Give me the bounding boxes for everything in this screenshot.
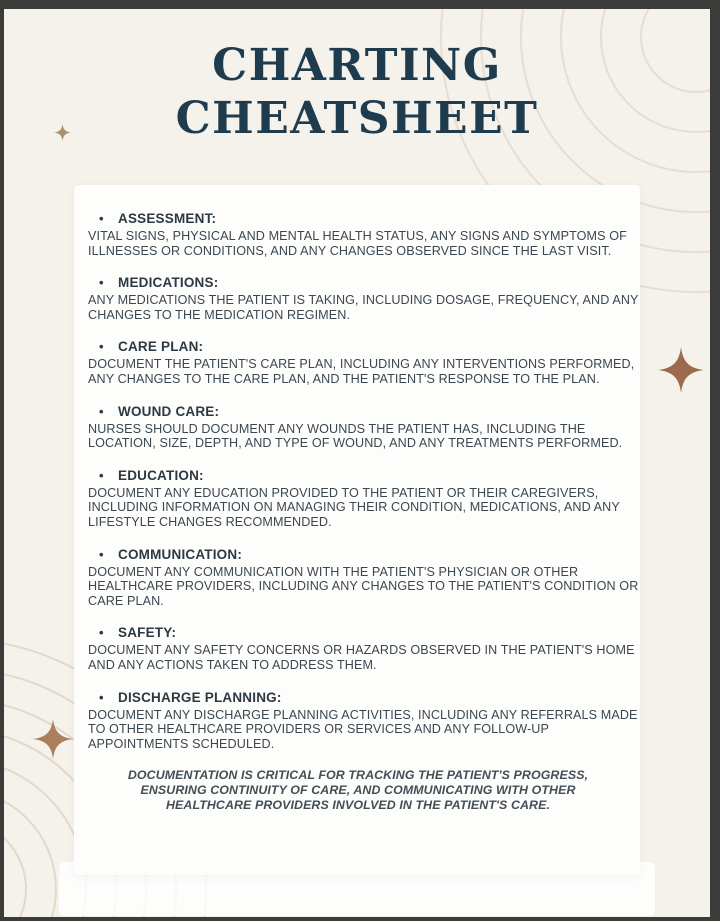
- section-communication: [88, 546, 639, 609]
- section-heading: [88, 339, 628, 355]
- section-heading-label: COMMUNICATION:: [118, 546, 243, 562]
- content-card: [74, 185, 640, 875]
- bullet-icon: •: [99, 689, 104, 705]
- section-heading-label: DISCHARGE PLANNING:: [118, 689, 282, 705]
- section-wound-care: [88, 404, 628, 451]
- bullet-icon: •: [99, 339, 104, 355]
- section-body-text: DOCUMENT THE PATIENT'S CARE PLAN, INCLUDING ANY INTERVENTIONS PERFORMED, ANY CHANGES TO THE CARE PLAN, AND THE PATIENT'S RESPONSE TO THE PLAN.: [88, 357, 635, 386]
- section-heading-label: EDUCATION:: [118, 467, 204, 483]
- section-heading: [88, 547, 628, 563]
- section-safety: [88, 625, 635, 672]
- section-heading: [88, 275, 628, 291]
- section-heading: [88, 211, 628, 227]
- section-heading-label: WOUND CARE:: [118, 403, 220, 419]
- bullet-icon: •: [99, 467, 104, 483]
- section-body-text: NURSES SHOULD DOCUMENT ANY WOUNDS THE PATIENT HAS, INCLUDING THE LOCATION, SIZE, DEPTH, AND TYPE OF WOUND, AND ANY TREATMENTS PERFORMED.: [88, 421, 623, 451]
- section-heading-label: MEDICATIONS:: [118, 275, 219, 291]
- section-body-text: DOCUMENT ANY COMMUNICATION WITH THE PATIENT'S PHYSICIAN OR OTHER HEALTHCARE PROVIDERS, INCLUDING ANY CHANGES TO THE PATIENT'S CONDITION OR CARE PLAN.: [88, 564, 639, 608]
- bullet-icon: •: [99, 403, 104, 419]
- section-heading: [88, 690, 628, 706]
- section-body-text: ANY MEDICATIONS THE PATIENT IS TAKING, INCLUDING DOSAGE, FREQUENCY, AND ANY CHANGES TO THE MEDICATION REGIMEN.: [88, 293, 639, 322]
- section-heading-label: CARE PLAN:: [118, 339, 204, 355]
- section-heading: [88, 404, 628, 420]
- sparkle-icon: [658, 347, 704, 393]
- section-education: [88, 468, 628, 530]
- bullet-icon: •: [99, 275, 104, 291]
- page-title-line2: CHEATSHEET: [175, 93, 539, 144]
- section-assessment: [88, 211, 628, 258]
- section-heading-label: SAFETY:: [118, 625, 177, 641]
- section-care-plan: [88, 339, 635, 386]
- page-title-line1: CHARTING: [212, 40, 502, 91]
- bullet-icon: •: [99, 211, 104, 226]
- footer-note: DOCUMENTATION IS CRITICAL FOR TRACKING THE PATIENT'S PROGRESS, ENSURING CONTINUITY OF CARE, AND COMMUNICATING WITH OTHER HEALTHCARE PROVIDERS INVOLVED IN THE PATIENT'S CARE.: [127, 768, 589, 813]
- bullet-icon: •: [99, 546, 104, 562]
- section-heading: [88, 468, 628, 484]
- section-heading: [88, 625, 628, 641]
- section-body-text: DOCUMENT ANY SAFETY CONCERNS OR HAZARDS OBSERVED IN THE PATIENT'S HOME AND ANY ACTIONS TAKEN TO ADDRESS THEM.: [88, 643, 635, 672]
- section-discharge-planning: [88, 689, 638, 752]
- section-body-text: VITAL SIGNS, PHYSICAL AND MENTAL HEALTH STATUS, ANY SIGNS AND SYMPTOMS OF ILLNESSES OR CONDITIONS, AND ANY CHANGES OBSERVED SINCE THE LAST VISIT.: [88, 229, 627, 258]
- section-body-text: DOCUMENT ANY EDUCATION PROVIDED TO THE PATIENT OR THEIR CAREGIVERS, INCLUDING INFORMATION ON MANAGING THEIR CONDITION, MEDICATIONS, AND ANY LIFESTYLE CHANGES RECOMMENDED.: [88, 485, 620, 529]
- section-medications: [88, 275, 639, 322]
- sparkle-icon: [33, 719, 73, 759]
- page-title: [4, 39, 710, 145]
- bullet-icon: •: [99, 625, 104, 641]
- section-body-text: DOCUMENT ANY DISCHARGE PLANNING ACTIVITIES, INCLUDING ANY REFERRALS MADE TO OTHER HEALTHCARE PROVIDERS OR SERVICES AND ANY FOLLOW-UP APPOINTMENTS SCHEDULED.: [88, 707, 638, 751]
- section-heading-label: ASSESSMENT:: [118, 211, 217, 226]
